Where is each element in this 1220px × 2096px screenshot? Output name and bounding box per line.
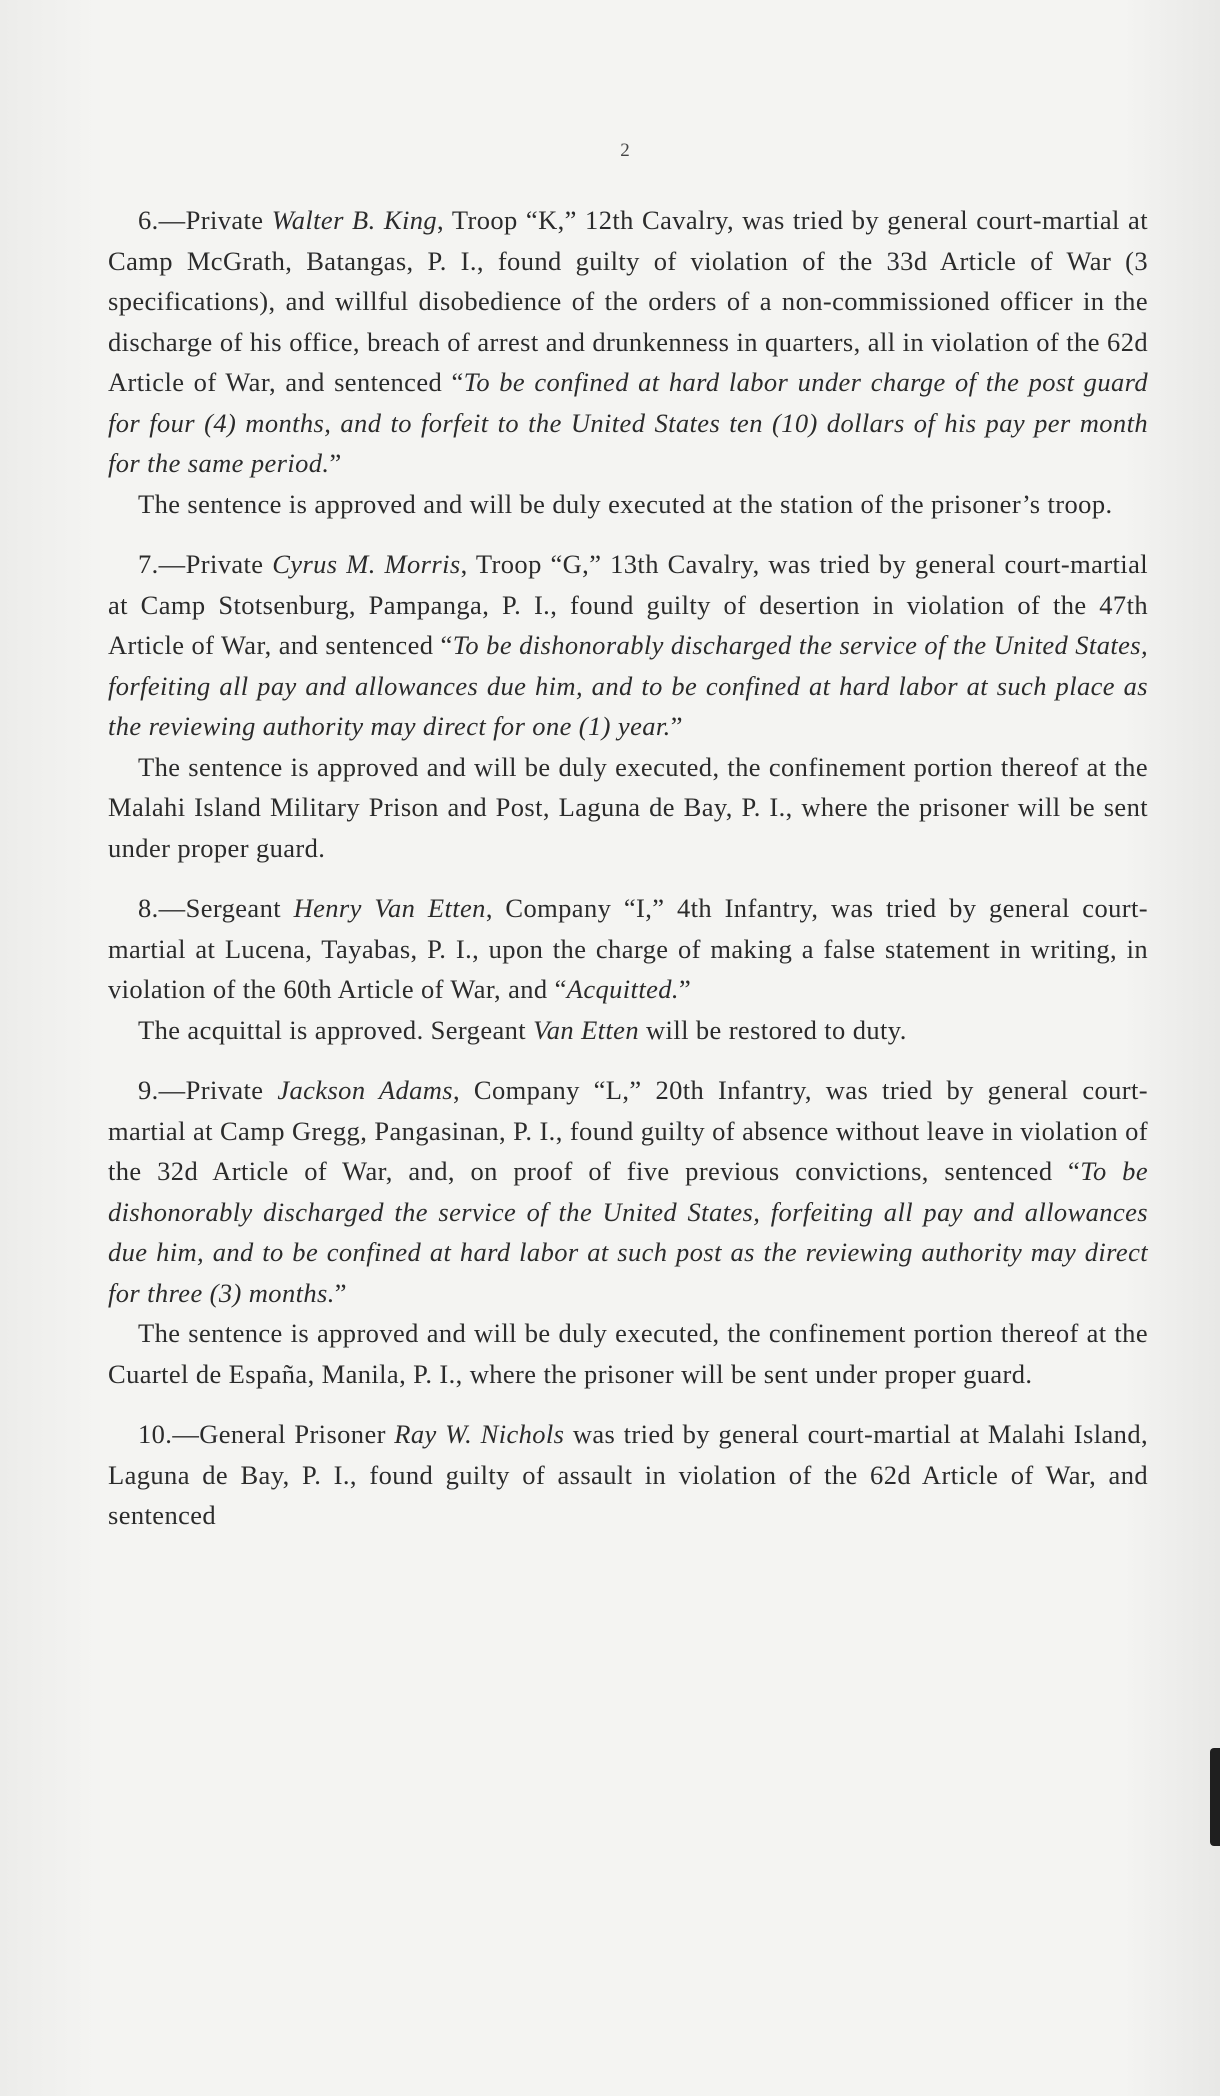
- charge-paragraph: [108, 200, 1148, 484]
- charge-paragraph: [108, 1070, 1148, 1313]
- charge-text: , Company “L,” 20th Infantry, was tried by general court-martial at Camp Gregg, Pangasinan, P. I., found guilty of absence without leave in violation of the 32d Article of War, and, on proof of five previous convictions, sentenced “: [108, 1075, 1148, 1186]
- charge-paragraph: [108, 1414, 1148, 1536]
- verdict-quote: Acquitted.: [566, 974, 679, 1004]
- action-intro: The acquittal is approved. Sergeant: [138, 1014, 534, 1045]
- charge-paragraph: [108, 544, 1148, 747]
- action-paragraph: The sentence is approved and will be duly executed, the confinement portion thereof at the Malahi Island Military Prison and Post, Laguna de Bay, P. I., where the prisoner will be sent under proper guard.: [108, 751, 1148, 863]
- sentence-quote: To be confined at hard labor under charge of the post guard for four (4) months, and to forfeit to the United States ten (10) dollars of his pay per month for the same period.: [108, 367, 1149, 478]
- order-item-7: [108, 544, 1148, 868]
- page-number: 2: [620, 140, 630, 161]
- soldier-name: Jackson Adams: [277, 1075, 454, 1105]
- soldier-name: Walter B. King: [271, 205, 438, 235]
- charge-text: , Troop “K,” 12th Cavalry, was tried by general court-martial at Camp McGrath, Batangas, P. I., found guilty of violation of the 33d Article of War (3 specifications), and willful disobedience of the orders of a non-commissioned officer in the discharge of his office, breach of arrest and drunkenness in quarters, all in violation of the 62d Article of War, and sentenced “: [108, 205, 1148, 397]
- charge-text: , Troop “G,” 13th Cavalry, was tried by general court-martial at Camp Stotsenburg, Pampanga, P. I., found guilty of desertion in violation of the 47th Article of War, and sentenced “: [108, 549, 1148, 660]
- soldier-name: Cyrus M. Morris: [272, 549, 461, 579]
- quote-end: ”: [678, 974, 692, 1004]
- quote-end: ”: [334, 1277, 347, 1308]
- soldier-name: Henry Van Etten: [293, 893, 486, 923]
- orders-text: [108, 200, 1148, 1536]
- action-paragraph: The sentence is approved and will be duly executed at the station of the prisoner’s troop.: [138, 488, 1113, 519]
- item-intro: 10.—General Prisoner: [138, 1419, 395, 1449]
- order-item-6: [108, 200, 1148, 524]
- quote-end: ”: [670, 711, 683, 741]
- item-intro: 6.—Private: [138, 205, 272, 235]
- charge-paragraph: [108, 888, 1148, 1010]
- action-paragraph: The sentence is approved and will be duly executed, the confinement portion thereof at the Cuartel de España, Manila, P. I., where the prisoner will be sent under proper guard.: [108, 1318, 1148, 1389]
- soldier-name: Ray W. Nichols: [394, 1419, 565, 1449]
- charge-text: , Company “I,” 4th Infantry, was tried by general court-martial at Lucena, Tayabas, P. I., upon the charge of making a false statement in writing, in violation of the 60th Article of War, and “: [108, 893, 1148, 1004]
- order-item-8: [108, 888, 1148, 1050]
- quote-end: ”: [329, 448, 342, 478]
- order-item-10: [108, 1414, 1148, 1536]
- charge-text: was tried by general court-martial at Malahi Island, Laguna de Bay, P. I., found guilty of assault in violation of the 62d Article of War, and sentenced: [108, 1419, 1148, 1530]
- sentence-quote: To be dishonorably discharged the service of the United States, forfeiting all pay and allowances due him, and to be confined at hard labor at such post as the reviewing authority may direct for three (3) months.: [108, 1156, 1148, 1308]
- item-intro: 8.—Sergeant: [138, 893, 294, 923]
- sentence-quote: To be dishonorably discharged the service of the United States, forfeiting all pay and allowances due him, and to be confined at hard labor at such place as the reviewing authority may direct for one (1) year.: [108, 630, 1149, 741]
- item-intro: 9.—Private: [138, 1075, 278, 1105]
- soldier-name: Van Etten: [533, 1014, 639, 1045]
- page-edge-mark: [1210, 1748, 1220, 1846]
- action-paragraph: [108, 1010, 1148, 1051]
- action-end: will be restored to duty.: [639, 1014, 907, 1045]
- item-intro: 7.—Private: [138, 549, 273, 579]
- order-item-9: [108, 1070, 1148, 1394]
